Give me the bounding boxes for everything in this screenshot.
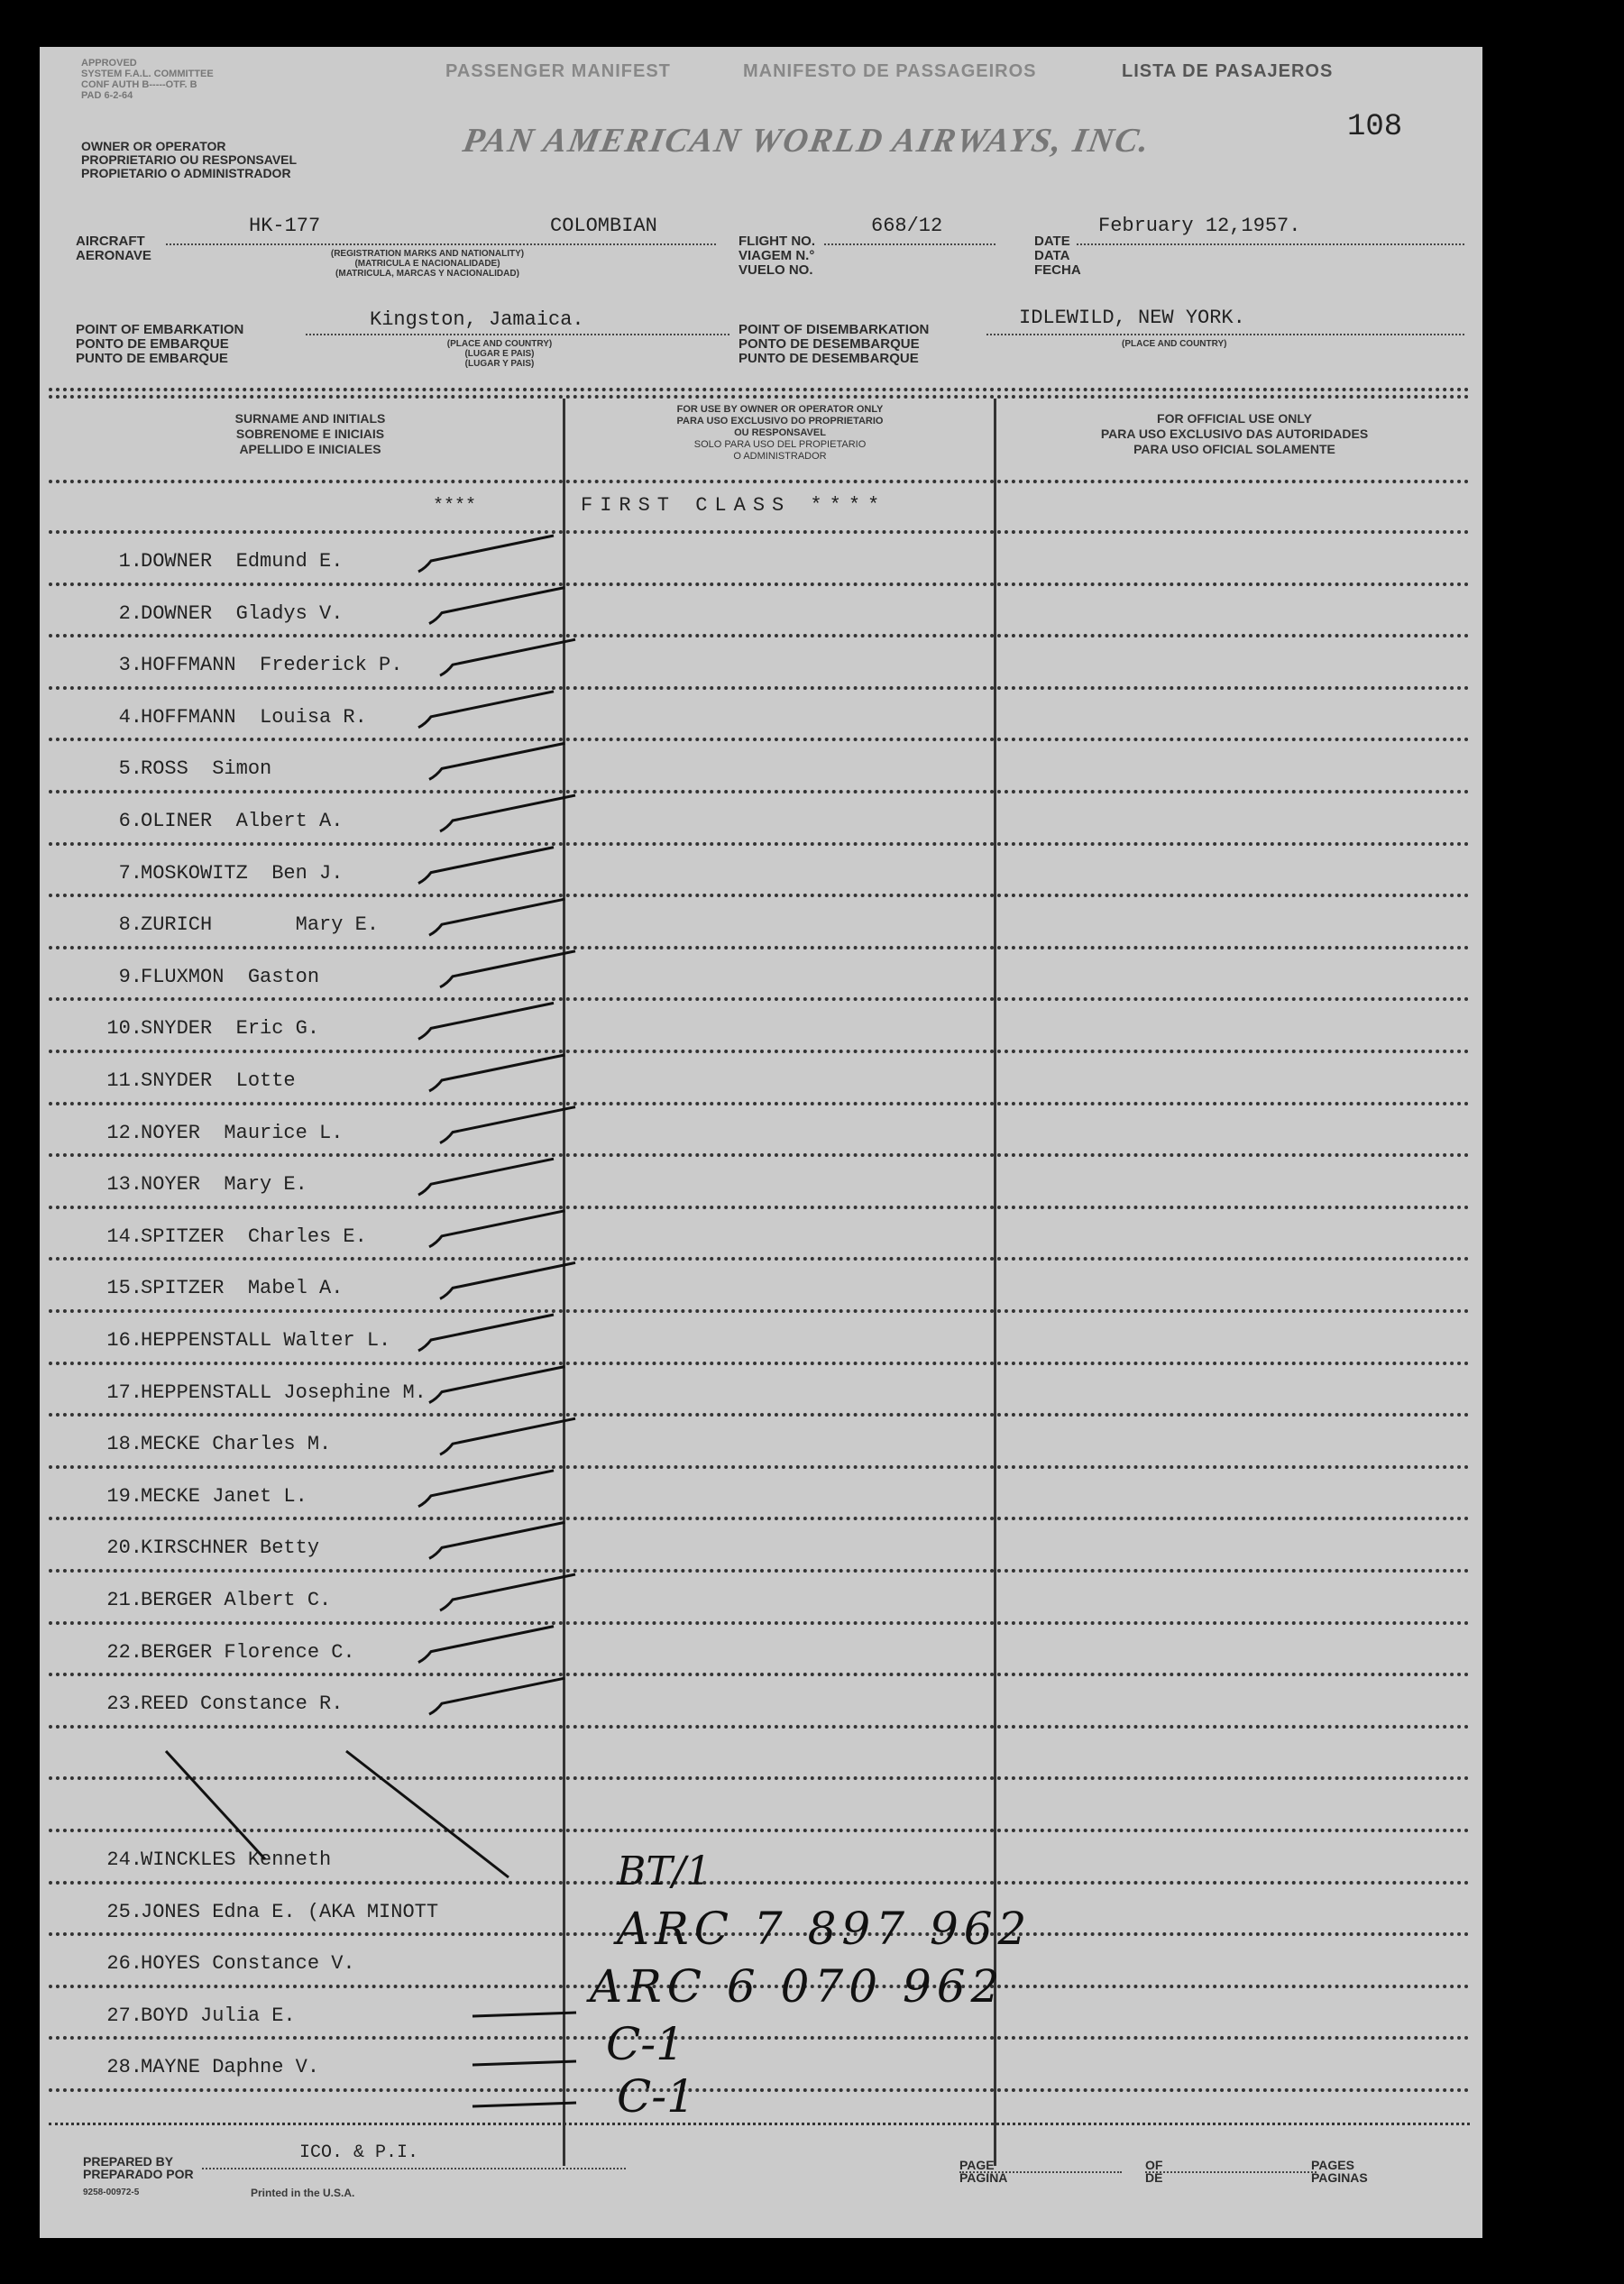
of-label-line: OF: [1145, 2158, 1163, 2172]
check-mark: [418, 1003, 554, 1039]
class-label: FIRST CLASS ****: [581, 494, 887, 517]
passenger-number: 25.: [106, 1900, 142, 1923]
nationality-value: COLOMBIAN: [550, 215, 657, 237]
column-header-line: PARA USO OFICIAL SOLAMENTE: [1133, 442, 1335, 456]
approval-line: CONF AUTH B-----OTF. B: [81, 79, 197, 90]
caption-line: (PLACE AND COUNTRY): [446, 339, 553, 349]
check-mark: [440, 1107, 575, 1143]
owner-label-line: OWNER OR OPERATOR: [81, 139, 226, 153]
passenger-number: 20.: [106, 1536, 142, 1560]
passenger-name: HEPPENSTALL Walter L.: [141, 1329, 391, 1352]
title-spanish: LISTA DE PASAJEROS: [1122, 61, 1334, 81]
column-header-line: PARA USO EXCLUSIVO DO PROPRIETARIO: [676, 416, 884, 427]
check-mark: [429, 1211, 564, 1247]
disembark-value: IDLEWILD, NEW YORK.: [1019, 307, 1245, 329]
column-header-line: APELLIDO E INICIALES: [239, 442, 381, 456]
handwritten-note-arc-2: ARC 6 070 962: [590, 1960, 1005, 2013]
caption-line: (LUGAR Y PAIS): [464, 359, 535, 369]
passenger-number: 14.: [106, 1225, 142, 1248]
check-mark: [429, 588, 564, 624]
aircraft-label-line: AIRCRAFT: [76, 234, 145, 249]
passenger-name: ROSS Simon: [141, 757, 272, 781]
pen-dash: [473, 2013, 576, 2016]
pages-label-line: PAGINAS: [1311, 2170, 1368, 2185]
passenger-name: SPITZER Charles E.: [141, 1225, 367, 1248]
page-number: 108: [1347, 110, 1403, 144]
page-underline: [959, 2171, 1122, 2173]
of-underline: [1145, 2171, 1317, 2173]
passenger-name: MECKE Charles M.: [141, 1433, 332, 1456]
passenger-name: KIRSCHNER Betty: [141, 1536, 320, 1560]
check-mark: [418, 692, 554, 728]
date-label-line: DATA: [1034, 248, 1070, 263]
pen-stroke: [166, 1751, 265, 1859]
title-english: PASSENGER MANIFEST: [445, 61, 671, 81]
passenger-number: 8.: [118, 913, 142, 937]
column-header-line: OU RESPONSAVEL: [734, 427, 826, 438]
passenger-name: NOYER Mary E.: [141, 1173, 307, 1197]
check-mark: [429, 1055, 564, 1091]
check-mark: [440, 1262, 575, 1298]
passenger-name: MECKE Janet L.: [141, 1484, 307, 1508]
passenger-name: ZURICH Mary E.: [141, 913, 380, 937]
manifest-sheet: [40, 47, 1482, 2238]
passenger-number: 7.: [118, 861, 142, 885]
passenger-name: FLUXMON Gaston: [141, 965, 320, 988]
passenger-name: BERGER Albert C.: [141, 1589, 332, 1611]
check-mark: [418, 1315, 554, 1351]
page-label-line: PAGINA: [959, 2170, 1008, 2185]
column-header-line: FOR USE BY OWNER OR OPERATOR ONLY: [676, 404, 884, 415]
prepared-label-line: PREPARED BY: [83, 2154, 174, 2169]
check-mark: [418, 848, 554, 884]
column-header-line: SOBRENOME E INICIAIS: [235, 427, 385, 441]
passenger-name: NOYER Maurice L.: [141, 1121, 344, 1144]
passenger-number: 10.: [106, 1017, 142, 1041]
passenger-number: 12.: [106, 1121, 142, 1144]
approval-line: PAD 6-2-64: [81, 90, 133, 101]
aircraft-value: HK-177: [249, 215, 321, 237]
pages-label: [1311, 2159, 1368, 2184]
check-mark: [418, 1627, 554, 1663]
caption-line: (REGISTRATION MARKS AND NATIONALITY): [330, 249, 525, 259]
approval-line: APPROVED: [81, 58, 137, 69]
passenger-name: BOYD Julia E.: [141, 2004, 296, 2027]
prepared-label-line: PREPARADO POR: [83, 2167, 194, 2181]
disembark-label-line: POINT OF DISEMBARKATION: [739, 322, 930, 337]
passenger-number: 17.: [106, 1380, 142, 1404]
check-mark: [429, 1367, 564, 1403]
column-header-line: PARA USO EXCLUSIVO DAS AUTORIDADES: [1100, 427, 1369, 441]
handwritten-note-c1: C-1: [606, 2018, 684, 2070]
passenger-name: SNYDER Lotte: [141, 1069, 296, 1092]
passenger-name: MOSKOWITZ Ben J.: [141, 861, 344, 885]
of-label-line: DE: [1145, 2170, 1163, 2185]
pages-label-line: PAGES: [1311, 2158, 1354, 2172]
check-mark: [440, 1574, 575, 1610]
date-value: February 12,1957.: [1098, 215, 1301, 237]
disembark-caption: (PLACE AND COUNTRY): [1122, 339, 1227, 349]
passenger-number: 28.: [106, 2056, 142, 2079]
airline-name: PAN AMERICAN WORLD AIRWAYS, INC.: [460, 122, 1154, 160]
date-label-line: FECHA: [1034, 262, 1081, 278]
embark-value: Kingston, Jamaica.: [370, 308, 584, 331]
passenger-number: 13.: [106, 1173, 142, 1197]
footer-rule: [49, 2123, 1470, 2125]
passenger-name: DOWNER Gladys V.: [141, 601, 344, 625]
passenger-number: 26.: [106, 1952, 142, 1976]
passenger-number: 27.: [106, 2004, 142, 2027]
check-mark: [418, 536, 554, 572]
handwritten-note-arc-1: ARC 7 897 962: [617, 1903, 1032, 1955]
check-mark: [440, 951, 575, 987]
pen-dash: [473, 2061, 576, 2065]
embark-label-line: PONTO DE EMBARQUE: [76, 336, 229, 352]
disembark-label-line: PONTO DE DESEMBARQUE: [739, 336, 920, 352]
embark-label-line: PUNTO DE EMBARQUE: [76, 351, 228, 366]
column-header-line: SOLO PARA USO DEL PROPIETARIO: [693, 439, 867, 450]
passenger-number: 1.: [118, 550, 142, 573]
flight-label-line: FLIGHT NO.: [739, 234, 815, 249]
passenger-number: 21.: [106, 1589, 142, 1611]
passenger-name: OLINER Albert A.: [141, 810, 344, 832]
check-mark: [429, 1678, 564, 1714]
passenger-name: REED Constance R.: [141, 1692, 344, 1716]
owner-label-line: PROPIETARIO O ADMINISTRADOR: [81, 166, 291, 180]
class-stars: ****: [433, 496, 477, 517]
check-mark: [429, 899, 564, 935]
column-header-line: O ADMINISTRADOR: [733, 451, 827, 462]
form-number: 9258-00972-5: [83, 2188, 140, 2197]
pen-stroke: [346, 1751, 509, 1877]
caption-line: (LUGAR E PAIS): [464, 349, 535, 359]
page-label-line: PAGE: [959, 2158, 995, 2172]
flight-label-line: VUELO NO.: [739, 262, 813, 278]
column-header-line: SURNAME AND INITIALS: [234, 411, 386, 426]
handwritten-note-c1: C-1: [617, 2070, 695, 2123]
flight-label-line: VIAGEM N.°: [739, 248, 815, 263]
title-portuguese: MANIFESTO DE PASSAGEIROS: [743, 61, 1037, 81]
printed-note: Printed in the U.S.A.: [251, 2187, 355, 2199]
passenger-number: 18.: [106, 1433, 142, 1456]
passenger-number: 4.: [118, 705, 142, 729]
passenger-number: 3.: [118, 654, 142, 677]
prepared-label: [83, 2155, 194, 2180]
check-mark: [440, 795, 575, 831]
column-header-line: FOR OFFICIAL USE ONLY: [1157, 411, 1312, 426]
passenger-number: 24.: [106, 1848, 142, 1871]
aircraft-label-line: AERONAVE: [76, 248, 151, 263]
check-mark: [429, 743, 564, 779]
prepared-by-value: ICO. & P.I.: [299, 2142, 419, 2163]
check-mark: [440, 639, 575, 675]
caption-line: (MATRICULA, MARCAS Y NACIONALIDAD): [335, 269, 519, 279]
passenger-name: BERGER Florence C.: [141, 1640, 355, 1664]
passenger-name: MAYNE Daphne V.: [141, 2056, 320, 2079]
prepared-underline: [202, 2168, 626, 2169]
passenger-name: WINCKLES Kenneth: [141, 1848, 332, 1871]
caption-line: (MATRICULA E NACIONALIDADE): [354, 259, 500, 269]
passenger-number: 11.: [106, 1069, 142, 1092]
passenger-number: 16.: [106, 1329, 142, 1352]
approval-line: SYSTEM F.A.L. COMMITTEE: [81, 69, 214, 79]
passenger-name: HOYES Constance V.: [141, 1952, 355, 1976]
date-label-line: DATE: [1034, 234, 1070, 249]
passenger-number: 2.: [118, 601, 142, 625]
passenger-number: 5.: [118, 757, 142, 781]
passenger-name: SPITZER Mabel A.: [141, 1277, 344, 1300]
check-mark: [429, 1522, 564, 1558]
passenger-name: HOFFMANN Frederick P.: [141, 654, 403, 677]
check-mark: [440, 1418, 575, 1454]
passenger-name: DOWNER Edmund E.: [141, 550, 344, 573]
passenger-number: 15.: [106, 1277, 142, 1300]
passenger-name: HEPPENSTALL Josephine M.: [141, 1380, 427, 1404]
passenger-number: 22.: [106, 1640, 142, 1664]
passenger-number: 9.: [118, 965, 142, 988]
flight-number-value: 668/12: [871, 215, 943, 237]
pen-dash: [473, 2103, 576, 2106]
embark-label-line: POINT OF EMBARKATION: [76, 322, 244, 337]
disembark-label-line: PUNTO DE DESEMBARQUE: [739, 351, 919, 366]
passenger-name: JONES Edna E. (AKA MINOTT: [141, 1900, 439, 1923]
owner-label-line: PROPRIETARIO OU RESPONSAVEL: [81, 152, 298, 167]
check-mark: [418, 1159, 554, 1195]
passenger-name: SNYDER Eric G.: [141, 1017, 320, 1041]
handwritten-note-bt: BT/1: [617, 1848, 711, 1894]
passenger-number: 19.: [106, 1484, 142, 1508]
passenger-number: 23.: [106, 1692, 142, 1716]
passenger-name: HOFFMANN Louisa R.: [141, 705, 367, 729]
check-mark: [418, 1471, 554, 1507]
passenger-number: 6.: [118, 810, 142, 832]
